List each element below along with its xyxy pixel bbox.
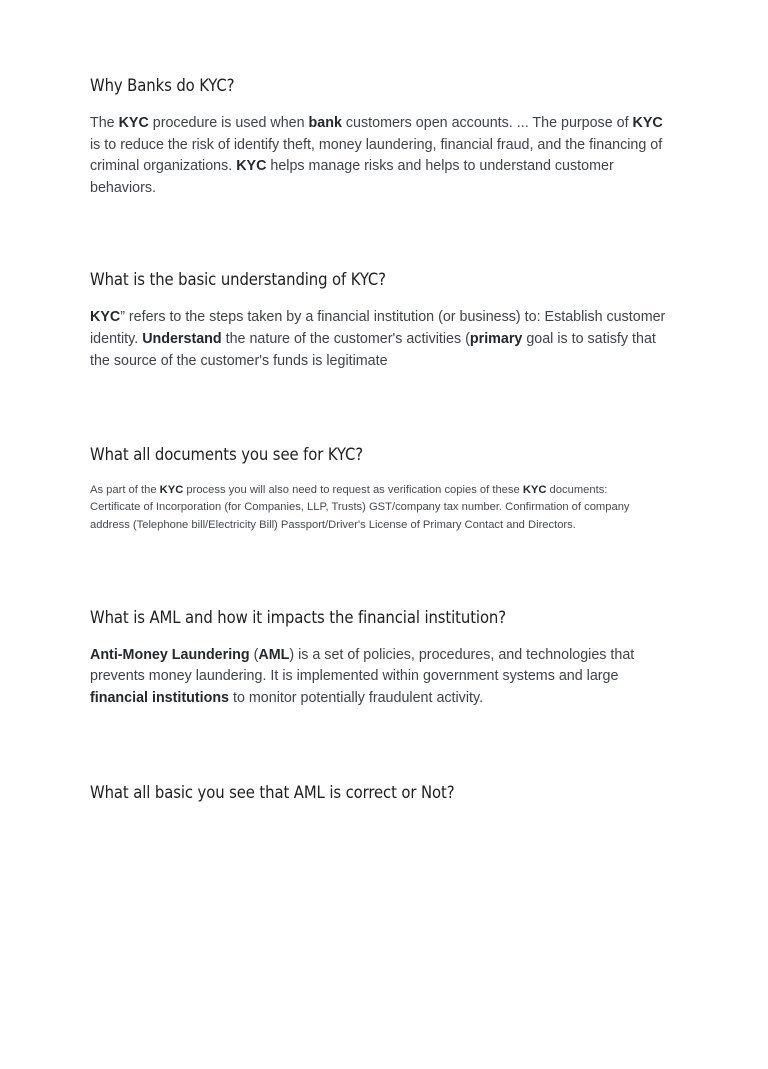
emphasis-term: KYC <box>632 115 663 131</box>
emphasis-term: primary <box>469 330 523 347</box>
emphasis-term: AML <box>258 646 290 663</box>
emphasis-term: financial institutions <box>90 689 230 706</box>
section-why-banks-do-kyc <box>90 75 678 199</box>
section-heading: What is AML and how it impacts the financial institution? <box>90 607 507 627</box>
emphasis-term: bank <box>308 115 342 131</box>
section-heading: What all basic you see that AML is correct or Not? <box>90 782 455 802</box>
section-documents-for-kyc <box>90 444 678 534</box>
emphasis-term: Anti-Money Laundering <box>90 646 250 663</box>
section-heading: What all documents you see for KYC? <box>90 445 363 465</box>
emphasis-term: KYC <box>118 115 149 131</box>
section-body: The KYC procedure is used when bank customers open accounts. ... The purpose of KYC is to reduce the risk of identify theft, money laundering, financial fraud, and the financing of criminal organizations. KYC helps manage risks and helps to understand customer behaviors. <box>90 115 663 196</box>
emphasis-term: KYC <box>90 309 121 326</box>
emphasis-term: KYC <box>522 484 547 497</box>
section-body: As part of the KYC process you will also need to request as verification copies of these KYC documents: Certificate of Incorporation (for Companies, LLP, Trusts) GST/company tax number. Confirmation of company address (Telephone bill/Electricity Bill) Passport/Driver's License of Primary Contact and Directors. <box>90 484 630 531</box>
section-body: KYC” refers to the steps taken by a financial institution (or business) to: Establish customer identity. Understand the nature of the customer's activities (primary goal is to satisfy that the source of the customer's funds is legitimate <box>90 309 666 369</box>
section-basic-understanding-of-kyc <box>90 269 678 372</box>
section-aml-correct-or-not <box>90 782 678 804</box>
section-heading: What is the basic understanding of KYC? <box>90 270 386 290</box>
emphasis-term: Understand <box>142 330 222 347</box>
section-heading: Why Banks do KYC? <box>90 76 235 95</box>
emphasis-term: KYC <box>236 158 267 175</box>
section-body: Anti-Money Laundering (AML) is a set of policies, procedures, and technologies that prevents money laundering. It is implemented within government systems and large financial institutions to monitor potentially fraudulent activity. <box>90 646 635 706</box>
document-page <box>0 75 768 1069</box>
emphasis-term: KYC <box>159 484 184 497</box>
section-what-is-aml <box>90 607 678 710</box>
